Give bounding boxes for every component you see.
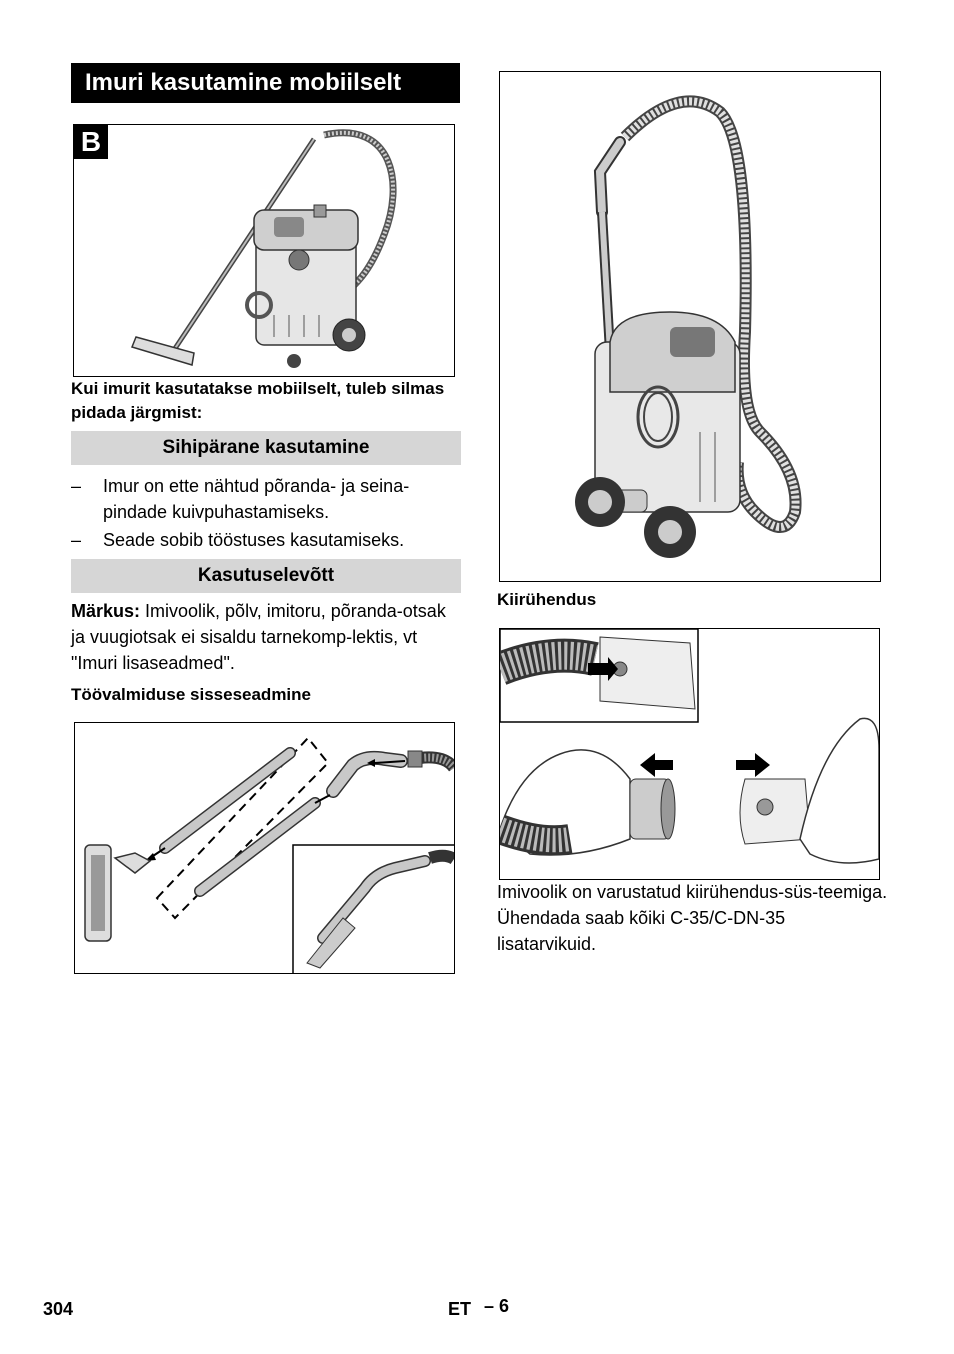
intended-use-list bbox=[71, 473, 463, 553]
section-heading-intended-use: Sihipärane kasutamine bbox=[71, 431, 461, 465]
section-title: Imuri kasutamine mobiilselt bbox=[71, 63, 460, 103]
note-text: Imivoolik, põlv, imitoru, põranda-otsak ja vuugiotsak ei sisaldu tarnekomp-lektis, vt "Imuri lisaseadmed". bbox=[71, 601, 446, 673]
figure-vacuum-mobile bbox=[73, 124, 455, 377]
subheading-quick-connect: Kiirühendus bbox=[497, 590, 597, 609]
figure-wand-assembly bbox=[74, 722, 455, 974]
quick-connect-illustration bbox=[500, 629, 879, 879]
vacuum-illustration bbox=[74, 125, 454, 376]
intro-text: Kui imurit kasutatakse mobiilselt, tuleb silmas pidada järgmist: bbox=[71, 379, 445, 422]
note-paragraph bbox=[71, 598, 463, 676]
list-item: – Seade sobib tööstuses kasutamiseks. bbox=[71, 530, 405, 550]
language-code: ET bbox=[448, 1299, 472, 1319]
figure-vacuum-upright bbox=[499, 71, 881, 582]
figure-label-badge bbox=[74, 125, 108, 159]
figure-quick-connect bbox=[499, 628, 880, 880]
quick-connect-paragraph: Imivoolik on varustatud kiirühendus-süs-teemiga. Ühendada saab kõiki C-35/C-DN-35 lisatarvikuid. bbox=[497, 882, 888, 954]
vacuum-upright-illustration bbox=[500, 72, 880, 581]
wand-assembly-illustration bbox=[75, 723, 454, 973]
section-heading-commissioning: Kasutuselevõtt bbox=[71, 559, 461, 593]
page-sub-number: – 6 bbox=[484, 1296, 510, 1316]
figure-label: B bbox=[80, 126, 102, 157]
list-item: – Imur on ette nähtud põranda- ja seina-pindade kuivpuhastamiseks. bbox=[71, 476, 410, 522]
page-number: 304 bbox=[43, 1299, 74, 1319]
note-label: Märkus: bbox=[71, 601, 141, 621]
subheading-setup: Töövalmiduse sisseseadmine bbox=[71, 685, 311, 704]
